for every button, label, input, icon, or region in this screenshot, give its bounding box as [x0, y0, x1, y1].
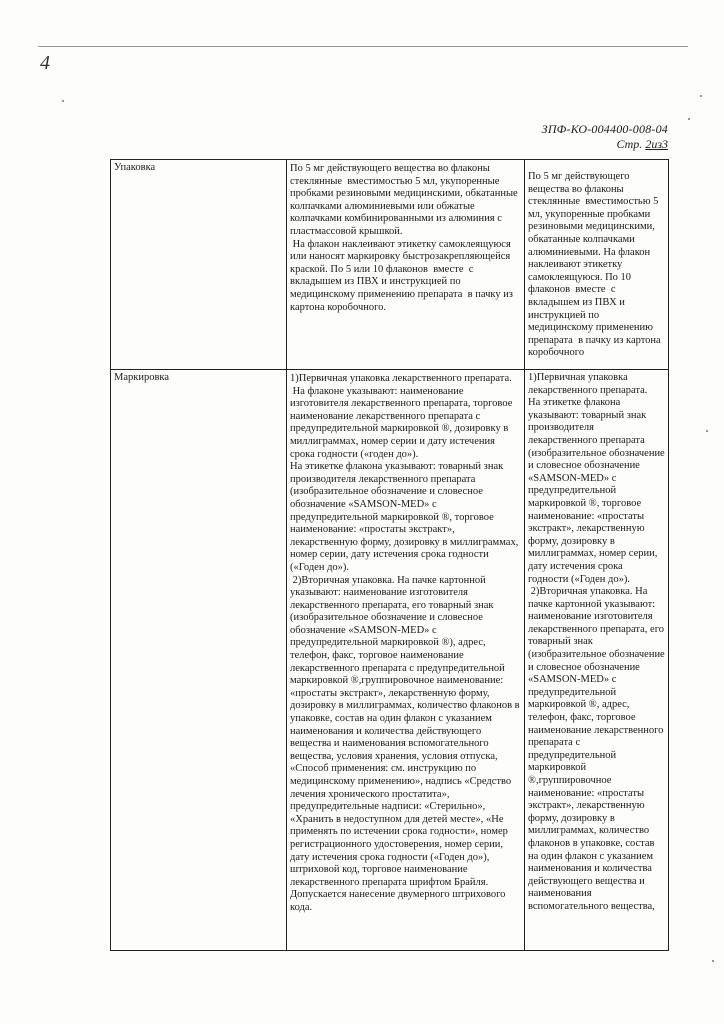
- proposed-text-cell: [525, 160, 669, 370]
- row-label: Маркировка: [114, 372, 170, 383]
- proposed-text-cell: [525, 370, 669, 951]
- row-label-cell: [111, 370, 287, 951]
- page-prefix: Стр.: [616, 137, 643, 151]
- comparison-table: [110, 159, 669, 951]
- current-text: 1)Первичная упаковка лекарственного препарата. На флаконе указывают: наименование изготовителя лекарственного препарата, торговое наименование лекарственного препарата с предупредительной маркировкой ®, дозировку в миллиграммах, номер серии и дату истечения срока годности («годен до»). На этикетке флакона указывают: товарный знак производителя лекарственного препарата (изобразительное обозначение и словесное обозначение «SAMSON-MED» с предупредительной маркировкой ®, торговое наименование: «простаты экстракт», лекарственную форму, дозировку в миллиграммах, номер серии, дату истечения срока годности («Годен до»). 2)Вторичная упаковка. На пачке картонной указывают: наименование изготовителя лекарственного препарата, его товарный знак (изобразительное обозначение и словесное обозначение «SAMSON-MED» с предупредительной маркировкой ®), адрес, телефон, факс, торговое наименование лекарственного препарата с предупредительной маркировкой ®,группировочное наименование: «простаты экстракт», лекарственную форму, дозировку в миллиграммах, количество флаконов в упаковке, состав на один флакон с указанием наименования и количества действующего вещества и наименования вспомогательного вещества, условия хранения, условия отпуска, «Способ применения: см. инструкцию по медицинскому применению», надпись «Средство лечения хронического простатита», предупредительные надписи: «Стерильно», «Хранить в недоступном для детей месте», «Не применять по истечении срока годности», номер регистрационного удостоверения, номер серии, дату истечения срока годности («Годен до»), штриховой код, торговое наименование лекарственного препарата шрифтом Брайля. Допускается нанесение двумерного штрихового кода.: [290, 373, 520, 913]
- document-id: ЗПФ-КО-004400-008-04: [541, 122, 668, 136]
- current-text-cell: [287, 370, 525, 951]
- handwritten-page-mark: 4: [40, 52, 50, 74]
- scan-speck: [712, 960, 714, 962]
- page-number: [616, 137, 668, 152]
- top-rule: [38, 46, 688, 47]
- row-label: Упаковка: [114, 162, 156, 173]
- proposed-text: По 5 мг действующего вещества во флаконы стеклянные вместимостью 5 мл, укупоренные пробками резиновыми медицинскими, обкатанные колпачками алюминиевыми. На флакон наклеивают этикетку самоклеящуюся. По 10 флаконов вместе с вкладышем из ПВХ и инструкцией по медицинскому применению препарата в пачку из картона коробочного: [528, 171, 664, 359]
- proposed-text: 1)Первичная упаковка лекарственного препарата. На этикетке флакона указывают: товарный знак производителя лекарственного препарата (изобразительное обозначение и словесное обозначение «SAMSON-MED» с предупредительной маркировкой ®, торговое наименование: «простаты экстракт», лекарственную форму, дозировку в миллиграммах, номер серии, дату истечения срока годности («Годен до»). 2)Вторичная упаковка. На пачке картонной указывают: наименование изготовителя лекарственного препарата, его товарный знак (изобразительное обозначение и словесное обозначение «SAMSON-MED» с предупредительной маркировкой ®, адрес, телефон, факс, торговое наименование лекарственного препарата с предупредительной маркировкой ®,группировочное наименование: «простаты экстракт», лекарственную форму, дозировку в миллиграммах, количество флаконов в упаковке, состав на один флакон с указанием наименования и количества действующего вещества и наименования вспомогательного вещества,: [528, 372, 665, 912]
- scan-speck: [700, 95, 702, 97]
- row-label-cell: [111, 160, 287, 370]
- scan-speck: [706, 430, 708, 432]
- current-text: По 5 мг действующего вещества во флаконы стеклянные вместимостью 5 мл, укупоренные пробками резиновыми медицинскими, обкатанные колпачками алюминиевыми или обжатые колпачками комбинированными из алюминия с пластмассовой крышкой. На флакон наклеивают этикетку самоклеящуюся или наносят маркировку быстрозакрепляющейся краской. По 5 или 10 флаконов вместе с вкладышем из ПВХ и инструкцией по медицинскому применению препарата в пачку из картона коробочного.: [290, 163, 518, 313]
- current-text-cell: [287, 160, 525, 370]
- scan-speck: [688, 118, 690, 120]
- page-value: 2из3: [645, 137, 668, 151]
- table-row-labeling: [111, 370, 669, 951]
- scan-speck: [62, 100, 64, 102]
- table-row-packaging: [111, 160, 669, 370]
